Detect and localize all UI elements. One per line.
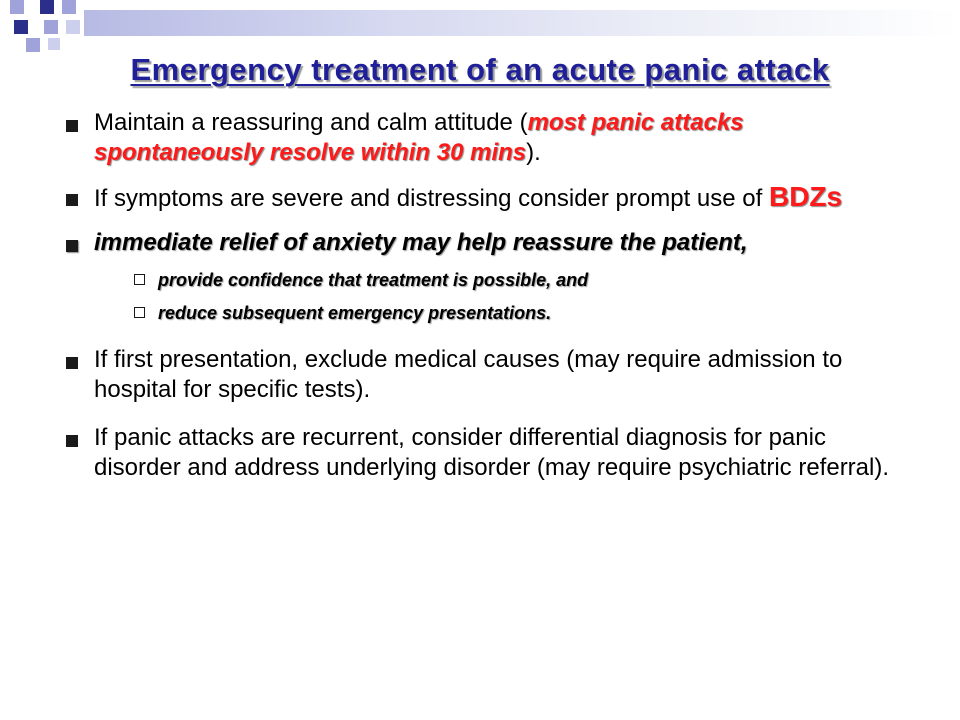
hollow-square-bullet-icon	[134, 274, 145, 285]
sub-bullet-item	[134, 301, 905, 325]
deco-square	[62, 0, 76, 14]
hollow-square-bullet-icon	[134, 307, 145, 318]
deco-square	[66, 20, 80, 34]
bullet-text: If symptoms are severe and distressing consider prompt use of	[94, 185, 769, 212]
bullet-text: If first presentation, exclude medical causes (may require admission to hospital for specific tests).	[94, 346, 843, 403]
square-bullet-icon	[66, 435, 78, 447]
sub-bullet-item	[134, 268, 905, 292]
deco-square	[10, 0, 24, 14]
sub-bullet-list	[60, 268, 905, 325]
square-bullet-icon	[66, 194, 78, 206]
bullet-text: immediate relief of anxiety may help reassure the patient,	[94, 229, 748, 256]
deco-square	[26, 38, 40, 52]
sub-bullet-text: provide confidence that treatment is possible, and	[158, 270, 589, 290]
bullet-text: If panic attacks are recurrent, consider differential diagnosis for panic disorder and address underlying disorder (may require psychiatric referral).	[94, 424, 890, 481]
header-gradient-bar	[84, 10, 960, 36]
highlight-text: BDZs	[768, 181, 843, 212]
bullet-text: Maintain a reassuring and calm attitude (	[94, 109, 528, 136]
bullet-item	[60, 108, 905, 168]
deco-square	[48, 38, 60, 50]
sub-bullet-text: reduce subsequent emergency presentations.	[158, 303, 552, 323]
deco-square	[40, 0, 54, 14]
square-bullet-icon	[66, 357, 78, 369]
bullet-item	[60, 423, 905, 483]
deco-square	[14, 20, 28, 34]
square-bullet-icon	[66, 120, 78, 132]
deco-square	[44, 20, 58, 34]
slide-title: Emergency treatment of an acute panic attack	[130, 52, 830, 87]
bullet-list	[60, 108, 905, 501]
highlight-text: most panic attacks spontaneously resolve within 30 mins	[94, 109, 744, 166]
bullet-item	[60, 228, 905, 258]
corner-decoration	[0, 0, 960, 60]
bullet-item	[60, 182, 905, 214]
bullet-text: ).	[526, 139, 541, 166]
bullet-item	[60, 345, 905, 405]
square-bullet-icon	[66, 240, 78, 252]
